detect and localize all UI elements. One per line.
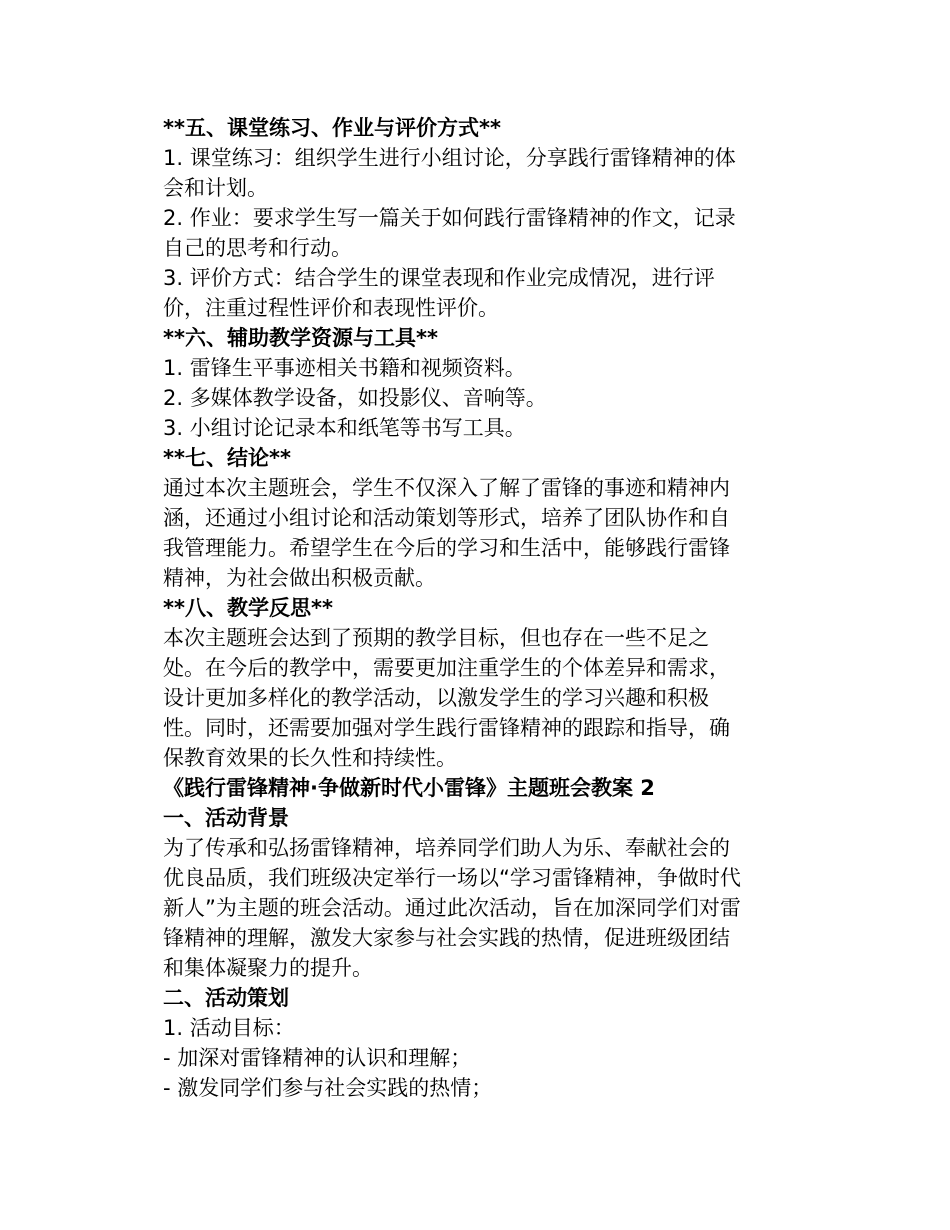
paragraph-line: 1. 活动目标：: [163, 1016, 295, 1040]
paragraph-line: 会和计划。: [163, 176, 268, 200]
paragraph-line: 通过本次主题班会，学生不仅深入了解了雷锋的事迹和精神内: [163, 476, 730, 500]
paragraph-line: 自己的思考和行动。: [163, 236, 352, 260]
paragraph-line: 价，注重过程性评价和表现性评价。: [163, 296, 499, 320]
paragraph-line: 新人”为主题的班会活动。通过此次活动，旨在加深同学们对雷: [163, 896, 741, 920]
paragraph-line: 本次主题班会达到了预期的教学目标，但也存在一些不足之: [163, 626, 709, 650]
paragraph-line: 设计更加多样化的教学活动，以激发学生的学习兴趣和积极: [163, 686, 709, 710]
paragraph-line: 优良品质，我们班级决定举行一场以“学习雷锋精神，争做时代: [163, 866, 741, 890]
section-heading-resources: **六、辅助教学资源与工具**: [163, 326, 438, 350]
paragraph-line: 锋精神的理解，激发大家参与社会实践的热情，促进班级团结: [163, 926, 730, 950]
paragraph-line: 为了传承和弘扬雷锋精神，培养同学们助人为乐、奉献社会的: [163, 836, 730, 860]
document-page: [163, 113, 788, 1103]
list-item: - 激发同学们参与社会实践的热情；: [163, 1076, 493, 1100]
paragraph-line: 处。在今后的教学中，需要更加注重学生的个体差异和需求，: [163, 656, 730, 680]
paragraph-line: 我管理能力。希望学生在今后的学习和生活中，能够践行雷锋: [163, 536, 730, 560]
list-item: - 加深对雷锋精神的认识和理解；: [163, 1046, 472, 1070]
paragraph-line: 涵，还通过小组讨论和活动策划等形式，培养了团队协作和自: [163, 506, 730, 530]
section-heading-planning: 二、活动策划: [163, 986, 289, 1010]
section-heading-background: 一、活动背景: [163, 806, 289, 830]
paragraph-line: 1. 课堂练习：组织学生进行小组讨论，分享践行雷锋精神的体: [163, 146, 736, 170]
paragraph-line: 精神，为社会做出积极贡献。: [163, 566, 436, 590]
section-heading-conclusion: **七、结论**: [163, 446, 291, 470]
paragraph-line: 2. 作业：要求学生写一篇关于如何践行雷锋精神的作文，记录: [163, 206, 736, 230]
lesson-plan-title: 《践行雷锋精神·争做新时代小雷锋》主题班会教案 2: [163, 776, 655, 800]
paragraph-line: 3. 小组讨论记录本和纸笔等书写工具。: [163, 416, 526, 440]
paragraph-line: 1. 雷锋生平事迹相关书籍和视频资料。: [163, 356, 526, 380]
section-heading-exercises: **五、课堂练习、作业与评价方式**: [163, 116, 501, 140]
paragraph-line: 2. 多媒体教学设备，如投影仪、音响等。: [163, 386, 547, 410]
paragraph-line: 3. 评价方式：结合学生的课堂表现和作业完成情况，进行评: [163, 266, 715, 290]
paragraph-line: 性。同时，还需要加强对学生践行雷锋精神的跟踪和指导，确: [163, 716, 730, 740]
paragraph-line: 和集体凝聚力的提升。: [163, 956, 373, 980]
paragraph-line: 保教育效果的长久性和持续性。: [163, 746, 457, 770]
section-heading-reflection: **八、教学反思**: [163, 596, 333, 620]
